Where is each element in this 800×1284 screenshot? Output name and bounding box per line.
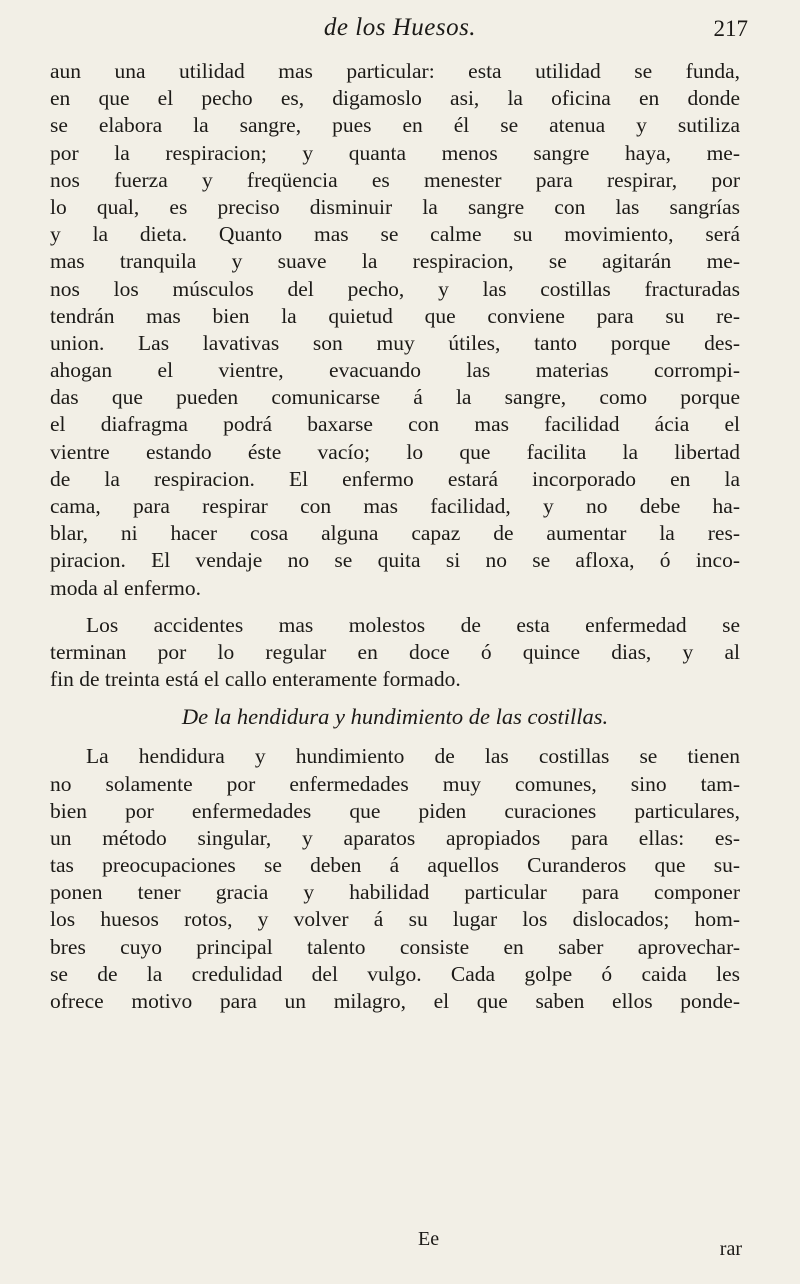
text-line: de la respiracion. El enfermo estará incorporado en la (50, 466, 740, 491)
text-line: no solamente por enfermedades muy comunes, sino tam- (50, 771, 740, 796)
text-line: tas preocupaciones se deben á aquellos Curanderos que su- (50, 853, 740, 878)
text-line: vientre estando éste vacío; lo que facilita la libertad (50, 439, 740, 464)
paragraph-gap (50, 602, 740, 612)
text-line: el diafragma podrá baxarse con mas facilidad ácia el (50, 412, 740, 437)
text-line: bien por enfermedades que piden curaciones particulares, (50, 798, 740, 823)
text-line: se de la credulidad del vulgo. Cada golpe ó caida les (50, 961, 740, 986)
text-line: moda al enfermo. (50, 575, 202, 600)
text-line: La hendidura y hundimiento de las costillas se tienen (86, 744, 740, 769)
section-heading: De la hendidura y hundimiento de las costillas. (181, 704, 609, 730)
text-line: por la respiracion; y quanta menos sangre haya, me- (50, 140, 740, 165)
text-line: lo qual, es preciso disminuir la sangre con las sangrías (50, 194, 740, 219)
text-line: un método singular, y aparatos apropiados para ellas: es- (50, 825, 740, 850)
running-head (0, 14, 800, 54)
text-line: y la dieta. Quanto mas se calme su movimiento, será (50, 222, 740, 247)
text-line: terminan por lo regular en doce ó quince dias, y al (50, 639, 740, 664)
page-number: 217 (713, 16, 748, 41)
text-line: nos los músculos del pecho, y las costillas fracturadas (50, 276, 740, 301)
text-line: se elabora la sangre, pues en él se atenua y sutiliza (50, 113, 740, 138)
text-line: cama, para respirar con mas facilidad, y no debe ha- (50, 494, 740, 518)
text-line: piracion. El vendaje no se quita si no se afloxa, ó inco- (50, 548, 740, 573)
text-line: bres cuyo principal talento consiste en saber aprovechar- (50, 934, 740, 959)
text-line: das que pueden comunicarse á la sangre, como porque (50, 385, 740, 410)
text-line: nos fuerza y freqüencia es menester para respirar, por (50, 167, 740, 192)
paragraph-1 (50, 58, 740, 602)
catchword: rar (719, 1238, 742, 1260)
text-line: Los accidentes mas molestos de esta enfermedad se (86, 612, 740, 637)
text-line: fin de treinta está el callo enteramente formado. (50, 667, 461, 692)
body-text (50, 58, 740, 1015)
text-line: ahogan el vientre, evacuando las materias corrompi- (50, 358, 740, 383)
signature-mark: Ee (418, 1228, 440, 1250)
text-line: ponen tener gracia y habilidad particular para componer (50, 880, 740, 905)
text-line: mas tranquila y suave la respiracion, se agitarán me- (50, 249, 740, 274)
paragraph-3 (50, 743, 740, 1015)
text-line: en que el pecho es, digamoslo asi, la oficina en donde (50, 86, 740, 111)
text-line: union. Las lavativas son muy útiles, tanto porque des- (50, 330, 740, 355)
text-line: los huesos rotos, y volver á su lugar los dislocados; hom- (50, 907, 740, 932)
text-line: blar, ni hacer cosa alguna capaz de aumentar la res- (50, 521, 740, 546)
paragraph-2 (50, 612, 740, 694)
running-title: de los Huesos. (323, 14, 477, 41)
text-line: aun una utilidad mas particular: esta utilidad se funda, (50, 59, 740, 83)
text-line: tendrán mas bien la quietud que conviene para su re- (50, 303, 740, 328)
text-line: ofrece motivo para un milagro, el que saben ellos ponde- (50, 989, 740, 1013)
